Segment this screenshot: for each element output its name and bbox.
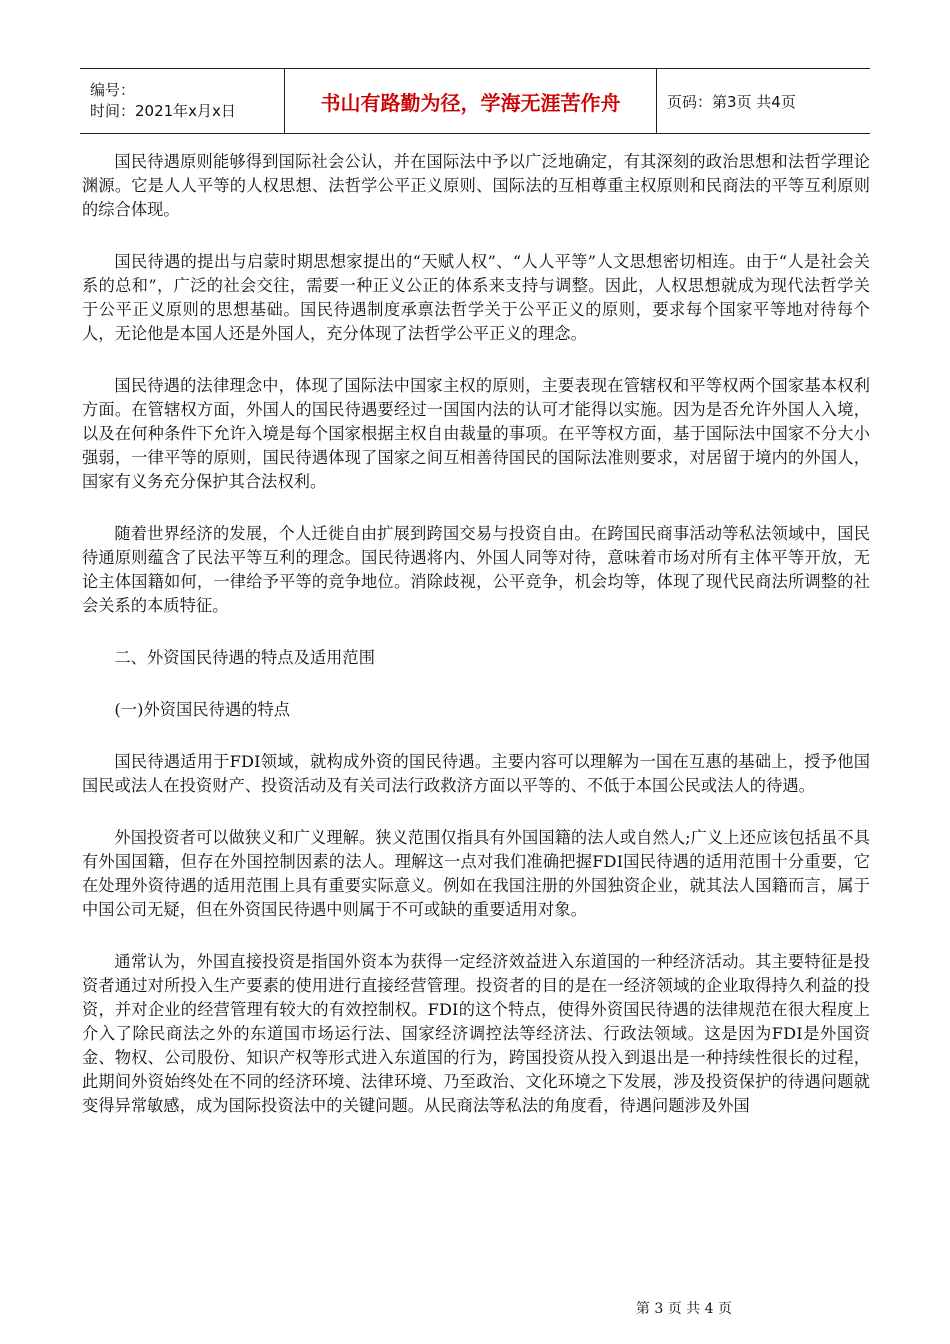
paragraph-6: 外国投资者可以做狭义和广义理解。狭义范围仅指具有外国国籍的法人或自然人;广义上还应该包括虽不具有外国国籍，但存在外国控制因素的法人。理解这一点对我们准确把握FDI国民待遇的适用范围十分重要，它在处理外资待遇的适用范围上具有重要实际意义。例如在我国注册的外国独资企业，就其法人国籍而言，属于中国公司无疑，但在外资国民待遇中则属于不可或缺的重要适用对象。 <box>82 828 870 919</box>
page-footer <box>0 1298 950 1318</box>
header-table <box>80 68 870 134</box>
paragraph-4: 随着世界经济的发展，个人迁徙自由扩展到跨国交易与投资自由。在跨国民商事活动等私法领域中，国民待通原则蕴含了民法平等互利的理念。国民待遇将内、外国人同等对待，意味着市场对所有主体平等开放，无论主体国籍如何，一律给予平等的竞争地位。消除歧视，公平竞争，机会均等，体现了现代民商法所调整的社会关系的本质特征。 <box>82 524 870 615</box>
page-info: 页码：第3页 共4页 <box>667 92 796 111</box>
time-label: 时间：2021年x月x日 <box>90 102 236 120</box>
document-body <box>82 150 870 1146</box>
paragraph-1: 国民待遇原则能够得到国际社会公认，并在国际法中予以广泛地确定，有其深刻的政治思想和法哲学理论渊源。它是人人平等的人权思想、法哲学公平正义原则、国际法的互相尊重主权原则和民商法的平等互利原则的综合体现。 <box>82 152 870 219</box>
number-label: 编号： <box>90 81 136 99</box>
motto-text: 书山有路勤为径，学海无涯苦作舟 <box>320 90 621 115</box>
section-heading: 二、外资国民待遇的特点及适用范围 <box>114 648 375 667</box>
header-info-cell <box>80 69 285 133</box>
subsection-heading: (一)外资国民待遇的特点 <box>114 700 291 719</box>
footer-page-number: 第 3 页 共 4 页 <box>635 1301 732 1317</box>
paragraph-5: 国民待遇适用于FDI领域，就构成外资的国民待遇。主要内容可以理解为一国在互惠的基础上，授予他国国民或法人在投资财产、投资活动及有关司法行政救济方面以平等的、不低于本国公民或法人的待遇。 <box>82 752 870 795</box>
paragraph-3: 国民待遇的法律理念中，体现了国际法中国家主权的原则，主要表现在管辖权和平等权两个国家基本权利方面。在管辖权方面，外国人的国民待遇要经过一国国内法的认可才能得以实施。因为是否允许外国人入境，以及在何种条件下允许入境是每个国家根据主权自由裁量的事项。在平等权方面，基于国际法中国家不分大小强弱，一律平等的原则，国民待遇体现了国家之间互相善待国民的国际法准则要求，对居留于境内的外国人，国家有义务充分保护其合法权利。 <box>82 376 870 491</box>
paragraph-2: 国民待遇的提出与启蒙时期思想家提出的“天赋人权”、“人人平等”人文思想密切相连。由于“人是社会关系的总和”，广泛的社会交往，需要一种正义公正的体系来支持与调整。因此，人权思想就成为现代法哲学关于公平正义原则的思想基础。国民待遇制度承禀法哲学关于公平正义的原则，要求每个国家平等地对待每个人，无论他是本国人还是外国人，充分体现了法哲学公平正义的理念。 <box>82 252 870 343</box>
header-page-cell <box>657 69 870 133</box>
header-motto-cell <box>285 69 657 133</box>
paragraph-7: 通常认为，外国直接投资是指国外资本为获得一定经济效益进入东道国的一种经济活动。其主要特征是投资者通过对所投入生产要素的使用进行直接经营管理。投资者的目的是在一经济领域的企业取得持久利益的投资，并对企业的经营管理有较大的有效控制权。FDI的这个特点，使得外资国民待遇的法律规范在很大程度上介入了除民商法之外的东道国市场运行法、国家经济调控法等经济法、行政法领域。这是因为FDI是外国资金、物权、公司股份、知识产权等形式进入东道国的行为，跨国投资从投入到退出是一种持续性很长的过程，此期间外资始终处在不同的经济环境、法律环境、乃至政治、文化环境之下发展，涉及投资保护的待遇问题就变得异常敏感，成为国际投资法中的关键问题。从民商法等私法的角度看，待遇问题涉及外国 <box>82 952 870 1115</box>
